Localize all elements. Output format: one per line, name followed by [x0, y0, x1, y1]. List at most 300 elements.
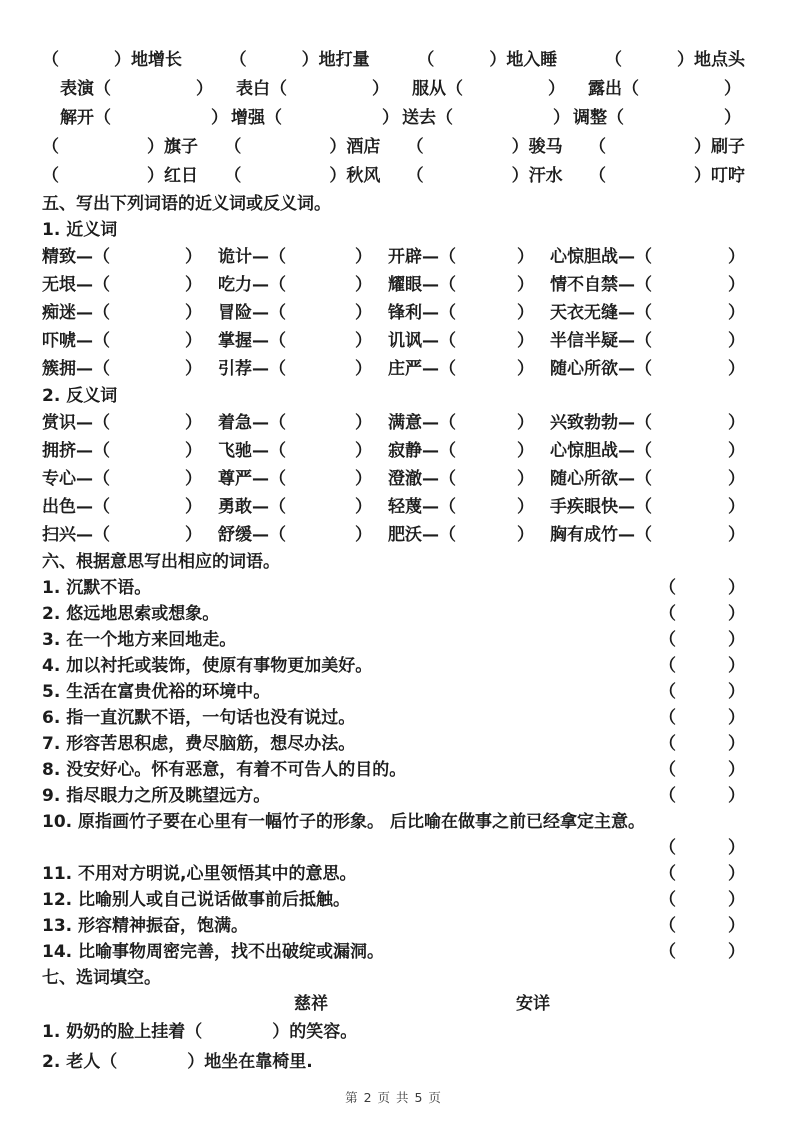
- open-paren: （: [635, 303, 652, 323]
- open-paren: （: [635, 525, 652, 545]
- dash: —: [76, 275, 93, 295]
- pair-word: 寂静: [388, 441, 422, 461]
- answer-blank: [659, 861, 745, 887]
- close-paren: ）: [355, 247, 372, 267]
- open-paren: （: [406, 166, 424, 186]
- dash: —: [422, 247, 439, 267]
- dash: —: [252, 331, 269, 351]
- word-pair: [218, 409, 388, 437]
- pair-word: 天衣无缝: [550, 303, 618, 323]
- dash: —: [422, 413, 439, 433]
- close-paren: ）: [728, 578, 745, 598]
- synonym-label: 1. 近义词: [42, 220, 118, 240]
- open-paren: （: [42, 50, 59, 70]
- fill-row-verb-object-2: [42, 104, 745, 133]
- close-paren: ）: [724, 79, 741, 99]
- open-paren: （: [229, 50, 247, 70]
- definition-text: 13. 形容精神振奋，饱满。: [42, 916, 249, 936]
- pair-word: 诡计: [218, 247, 252, 267]
- close-paren: ）: [301, 50, 319, 70]
- definition-text: 1. 沉默不语。: [42, 578, 152, 598]
- definitions-list: [42, 575, 745, 965]
- fill-word: 服从: [412, 79, 446, 99]
- close-paren: ）: [676, 50, 694, 70]
- pair-word: 耀眼: [388, 275, 422, 295]
- close-paren: ）: [185, 469, 202, 489]
- open-paren: （: [439, 469, 456, 489]
- dash: —: [618, 359, 635, 379]
- open-paren: （: [659, 630, 676, 650]
- close-paren: ）: [728, 838, 745, 858]
- word-pair: [550, 243, 745, 271]
- pair-word: 痴迷: [42, 303, 76, 323]
- word-pair: [218, 465, 388, 493]
- word-pair: [42, 243, 218, 271]
- pair-word: 出色: [42, 497, 76, 517]
- page-number-footer: 第 2 页 共 5 页: [345, 1090, 442, 1105]
- dash: —: [252, 275, 269, 295]
- close-paren: ）: [724, 108, 741, 128]
- open-paren: （: [439, 441, 456, 461]
- open-paren: （: [269, 525, 286, 545]
- close-paren: ）: [185, 525, 202, 545]
- word-pair: [388, 327, 550, 355]
- close-paren: ）: [548, 79, 565, 99]
- word-pair: [218, 243, 388, 271]
- antonym-label: 2. 反义词: [42, 386, 118, 406]
- open-paren: （: [635, 275, 652, 295]
- fill-row-noun-2: [42, 162, 745, 191]
- open-paren: （: [659, 838, 676, 858]
- fill-item: [407, 162, 563, 191]
- word-pair: [218, 327, 388, 355]
- close-paren: ）: [185, 247, 202, 267]
- open-paren: （: [604, 50, 622, 70]
- definition-text: 14. 比喻事物周密完善，找不出破绽或漏洞。: [42, 942, 385, 962]
- pair-word: 吓唬: [42, 331, 76, 351]
- section-seven-title: 七、选词填空。: [42, 968, 161, 988]
- open-paren: （: [659, 760, 676, 780]
- close-paren: ）: [728, 890, 745, 910]
- word-pair: [218, 299, 388, 327]
- close-paren: ）: [728, 942, 745, 962]
- open-paren: （: [93, 525, 110, 545]
- pair-word: 讥讽: [388, 331, 422, 351]
- open-paren: （: [659, 708, 676, 728]
- word-pair: [550, 493, 745, 521]
- fill-word: 汗水: [528, 166, 563, 186]
- pair-word: 心惊胆战: [550, 441, 618, 461]
- open-paren: （: [659, 656, 676, 676]
- definition-text: 4. 加以衬托或装饰，使原有事物更加美好。: [42, 656, 373, 676]
- close-paren: ）: [728, 760, 745, 780]
- open-paren: （: [42, 166, 59, 186]
- pair-word: 拥挤: [42, 441, 76, 461]
- close-paren: ）: [517, 525, 534, 545]
- fill-word: 红日: [164, 166, 198, 186]
- close-paren: ）: [728, 916, 745, 936]
- word-pair: [388, 521, 550, 549]
- close-paren: ）: [329, 137, 347, 157]
- open-paren: （: [635, 359, 652, 379]
- fill-item: [412, 75, 565, 104]
- close-paren: ）: [728, 441, 745, 461]
- dash: —: [252, 413, 269, 433]
- word-pair: [388, 493, 550, 521]
- dash: —: [422, 441, 439, 461]
- close-paren: ）: [185, 441, 202, 461]
- word-pair: [550, 465, 745, 493]
- word-pair: [550, 521, 745, 549]
- definition-row: [42, 809, 745, 861]
- open-paren: （: [417, 50, 435, 70]
- dash: —: [76, 497, 93, 517]
- word-pair: [218, 271, 388, 299]
- option-word-2: 安详: [516, 994, 550, 1014]
- open-paren: （: [100, 1052, 118, 1072]
- open-paren: （: [439, 525, 456, 545]
- pair-word: 开辟: [388, 247, 422, 267]
- pair-word: 锋利: [388, 303, 422, 323]
- open-paren: （: [635, 247, 652, 267]
- open-paren: （: [269, 275, 286, 295]
- open-paren: （: [635, 413, 652, 433]
- open-paren: （: [439, 413, 456, 433]
- open-paren: （: [269, 247, 286, 267]
- open-paren: （: [439, 275, 456, 295]
- close-paren: ）: [517, 441, 534, 461]
- pair-word: 澄澈: [388, 469, 422, 489]
- word-pair: [218, 437, 388, 465]
- open-paren: （: [446, 79, 463, 99]
- fill-word: 骏马: [528, 137, 563, 157]
- close-paren: ）: [185, 413, 202, 433]
- pair-word: 心惊胆战: [550, 247, 618, 267]
- close-paren: ）: [355, 303, 372, 323]
- definition-row: [42, 705, 745, 731]
- answer-blank: [659, 653, 745, 679]
- fill-row-verb-object-1: [42, 75, 745, 104]
- close-paren: ）: [728, 656, 745, 676]
- dash: —: [618, 303, 635, 323]
- close-paren: ）: [511, 137, 529, 157]
- close-paren: ）: [355, 525, 372, 545]
- close-paren: ）: [517, 331, 534, 351]
- word-pair: [42, 465, 218, 493]
- close-paren: ）: [728, 630, 745, 650]
- open-paren: （: [406, 137, 424, 157]
- close-paren: ）: [372, 79, 389, 99]
- close-paren: ）: [517, 497, 534, 517]
- fill-word: 酒店: [346, 137, 381, 157]
- section-five-title: 五、写出下列词语的近义词或反义词。: [42, 194, 331, 214]
- open-paren: （: [93, 275, 110, 295]
- fill-item: [588, 75, 741, 104]
- answer-blank: [659, 757, 745, 783]
- open-paren: （: [269, 497, 286, 517]
- open-paren: （: [588, 166, 606, 186]
- dash: —: [422, 331, 439, 351]
- close-paren: ）: [272, 1022, 290, 1042]
- pair-word: 肥沃: [388, 525, 422, 545]
- antonym-grid: [42, 409, 745, 549]
- definition-row: [42, 601, 745, 627]
- dash: —: [252, 525, 269, 545]
- fill-word: 解开: [60, 108, 94, 128]
- word-pair: [388, 465, 550, 493]
- open-paren: （: [439, 331, 456, 351]
- close-paren: ）: [728, 786, 745, 806]
- pair-word: 无垠: [42, 275, 76, 295]
- open-paren: （: [269, 331, 286, 351]
- open-paren: （: [269, 441, 286, 461]
- dash: —: [618, 497, 635, 517]
- fill-word: 叮咛: [710, 166, 745, 186]
- fill-item: [605, 46, 745, 75]
- answer-blank: [659, 601, 745, 627]
- word-pair: [42, 355, 218, 383]
- pair-word: 冒险: [218, 303, 252, 323]
- open-paren: （: [635, 469, 652, 489]
- close-paren: ）: [114, 50, 131, 70]
- open-paren: （: [659, 916, 676, 936]
- word-pair: [42, 327, 218, 355]
- close-paren: ）: [728, 413, 745, 433]
- pair-word: 情不自禁: [550, 275, 618, 295]
- definition-row: [42, 731, 745, 757]
- definition-text: 5. 生活在富贵优裕的环境中。: [42, 682, 271, 702]
- open-paren: （: [659, 578, 676, 598]
- close-paren: ）: [693, 137, 711, 157]
- open-paren: （: [269, 303, 286, 323]
- close-paren: ）: [728, 331, 745, 351]
- dash: —: [422, 359, 439, 379]
- pair-word: 尊严: [218, 469, 252, 489]
- answer-blank: [659, 939, 745, 965]
- fill-row-adverb: [42, 46, 745, 75]
- close-paren: ）: [517, 247, 534, 267]
- dash: —: [76, 413, 93, 433]
- dash: —: [618, 247, 635, 267]
- option-word-1: 慈祥: [294, 994, 328, 1014]
- close-paren: ）: [187, 1052, 205, 1072]
- open-paren: （: [93, 469, 110, 489]
- open-paren: （: [659, 682, 676, 702]
- word-options: [42, 991, 745, 1017]
- word-pair: [550, 409, 745, 437]
- fill-item: [42, 133, 198, 162]
- fill-item: [236, 75, 389, 104]
- close-paren: ）: [185, 497, 202, 517]
- sentence-item: [42, 1047, 745, 1077]
- close-paren: ）: [489, 50, 507, 70]
- open-paren: （: [42, 137, 59, 157]
- dash: —: [618, 275, 635, 295]
- close-paren: ）: [211, 108, 228, 128]
- dash: —: [422, 275, 439, 295]
- definition-text: 10. 原指画竹子要在心里有一幅竹子的形象。 后比喻在做事之前已经拿定主意。: [42, 812, 645, 832]
- close-paren: ）: [728, 708, 745, 728]
- definition-text: 3. 在一个地方来回地走。: [42, 630, 237, 650]
- open-paren: （: [659, 786, 676, 806]
- dash: —: [76, 303, 93, 323]
- pair-word: 掌握: [218, 331, 252, 351]
- answer-blank: [659, 679, 745, 705]
- word-pair: [42, 271, 218, 299]
- dash: —: [422, 469, 439, 489]
- close-paren: ）: [728, 682, 745, 702]
- open-paren: （: [270, 79, 287, 99]
- word-pair: [218, 493, 388, 521]
- synonym-grid: [42, 243, 745, 383]
- word-pair: [388, 355, 550, 383]
- definition-text: 9. 指尽眼力之所及眺望远方。: [42, 786, 271, 806]
- dash: —: [618, 525, 635, 545]
- fill-item: [417, 46, 557, 75]
- word-pair: [550, 355, 745, 383]
- pair-word: 庄严: [388, 359, 422, 379]
- open-paren: （: [635, 497, 652, 517]
- pair-word: 赏识: [42, 413, 76, 433]
- open-paren: （: [94, 108, 111, 128]
- close-paren: ）: [517, 303, 534, 323]
- close-paren: ）: [517, 469, 534, 489]
- close-paren: ）: [329, 166, 347, 186]
- close-paren: ）: [517, 275, 534, 295]
- sentence-list: [42, 1017, 745, 1077]
- open-paren: （: [224, 166, 242, 186]
- close-paren: ）: [147, 137, 164, 157]
- answer-blank: [659, 731, 745, 757]
- section-seven: [42, 965, 745, 1077]
- close-paren: ）: [355, 413, 372, 433]
- dash: —: [618, 441, 635, 461]
- word-pair: [388, 409, 550, 437]
- dash: —: [252, 497, 269, 517]
- fill-word: 地入睡: [506, 50, 558, 70]
- fill-word: 秋风: [346, 166, 381, 186]
- definition-row: [42, 679, 745, 705]
- fill-word: 增强: [231, 108, 265, 128]
- open-paren: （: [185, 1022, 203, 1042]
- fill-row-noun-1: [42, 133, 745, 162]
- definition-text: 7. 形容苦思积虑，费尽脑筋，想尽办法。: [42, 734, 356, 754]
- fill-word: 地增长: [131, 50, 182, 70]
- pair-word: 随心所欲: [550, 359, 618, 379]
- fill-item: [224, 133, 380, 162]
- dash: —: [618, 469, 635, 489]
- section-six: [42, 549, 745, 965]
- fill-word: 刷子: [710, 137, 745, 157]
- definition-row: [42, 913, 745, 939]
- word-pair: [42, 521, 218, 549]
- fill-item: [589, 162, 745, 191]
- close-paren: ）: [553, 108, 570, 128]
- definition-row: [42, 757, 745, 783]
- fill-item: [60, 104, 228, 133]
- close-paren: ）: [728, 525, 745, 545]
- open-paren: （: [93, 441, 110, 461]
- dash: —: [252, 303, 269, 323]
- definition-text: 11. 不用对方明说,心里领悟其中的意思。: [42, 864, 357, 884]
- open-paren: （: [94, 79, 111, 99]
- pair-word: 满意: [388, 413, 422, 433]
- answer-blank: [659, 627, 745, 653]
- fill-word: 地点头: [693, 50, 745, 70]
- word-pair: [218, 521, 388, 549]
- dash: —: [252, 441, 269, 461]
- open-paren: （: [269, 469, 286, 489]
- open-paren: （: [622, 79, 639, 99]
- pair-word: 引荐: [218, 359, 252, 379]
- pair-word: 轻蔑: [388, 497, 422, 517]
- fill-word: 露出: [588, 79, 622, 99]
- word-pair: [388, 271, 550, 299]
- fill-item: [224, 162, 380, 191]
- dash: —: [422, 525, 439, 545]
- fill-word: 调整: [573, 108, 607, 128]
- open-paren: （: [436, 108, 453, 128]
- open-paren: （: [93, 303, 110, 323]
- fill-item: [60, 75, 213, 104]
- definition-row: [42, 627, 745, 653]
- open-paren: （: [635, 441, 652, 461]
- pair-word: 手疾眼快: [550, 497, 618, 517]
- dash: —: [422, 303, 439, 323]
- answer-blank: [659, 887, 745, 913]
- open-paren: （: [224, 137, 242, 157]
- sentence-item: [42, 1017, 745, 1047]
- fill-item: [402, 104, 570, 133]
- pair-word: 扫兴: [42, 525, 76, 545]
- close-paren: ）: [728, 604, 745, 624]
- sentence-post: 地坐在靠椅里.: [204, 1052, 313, 1072]
- open-paren: （: [439, 497, 456, 517]
- close-paren: ）: [728, 469, 745, 489]
- fill-item: [407, 133, 563, 162]
- pair-word: 兴致勃勃: [550, 413, 618, 433]
- close-paren: ）: [196, 79, 213, 99]
- fill-item: [42, 162, 198, 191]
- pair-word: 精致: [42, 247, 76, 267]
- definition-text: 12. 比喻别人或自己说话做事前后抵触。: [42, 890, 351, 910]
- pair-word: 半信半疑: [550, 331, 618, 351]
- word-pair: [42, 299, 218, 327]
- word-pair: [388, 437, 550, 465]
- close-paren: ）: [147, 166, 164, 186]
- open-paren: （: [269, 359, 286, 379]
- definition-row: [42, 783, 745, 809]
- word-pair: [550, 437, 745, 465]
- dash: —: [76, 331, 93, 351]
- sentence-pre: 1. 奶奶的脸上挂着: [42, 1022, 186, 1042]
- open-paren: （: [93, 497, 110, 517]
- close-paren: ）: [728, 734, 745, 754]
- definition-text: 6. 指一直沉默不语，一句话也没有说过。: [42, 708, 356, 728]
- open-paren: （: [93, 359, 110, 379]
- dash: —: [618, 413, 635, 433]
- fill-item: [230, 46, 370, 75]
- definition-text: 2. 悠远地思索或想象。: [42, 604, 220, 624]
- open-paren: （: [659, 734, 676, 754]
- fill-word: 地打量: [318, 50, 370, 70]
- close-paren: ）: [185, 331, 202, 351]
- open-paren: （: [635, 331, 652, 351]
- answer-blank: [659, 835, 745, 861]
- answer-blank: [659, 575, 745, 601]
- open-paren: （: [439, 247, 456, 267]
- close-paren: ）: [517, 359, 534, 379]
